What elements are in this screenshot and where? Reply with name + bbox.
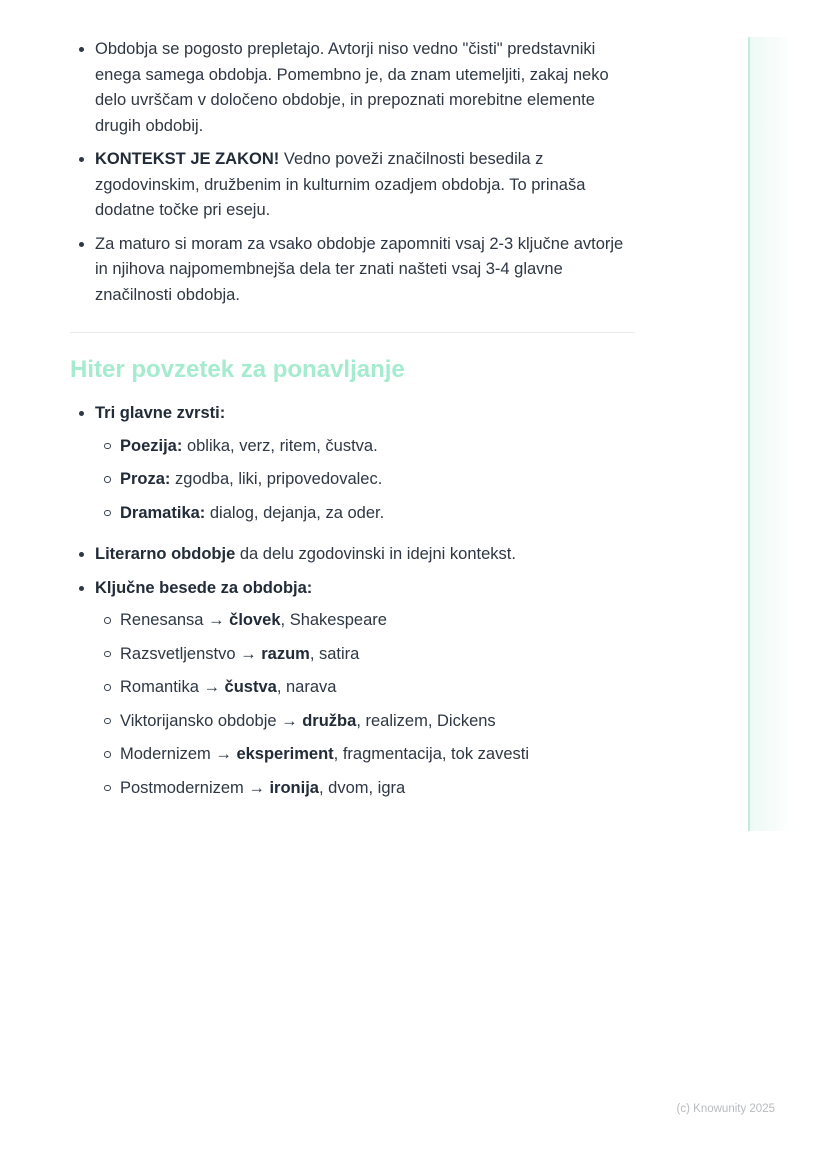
section-divider [70, 332, 635, 333]
list-item-text: Viktorijansko obdobje → družba, realizem, Dickens [120, 711, 496, 730]
notes-list [70, 37, 635, 308]
list-item [95, 608, 635, 634]
list-item-text: Obdobja se pogosto prepletajo. Avtorji niso vedno "čisti" predstavniki enega samega obdobja. Pomembno je, da znam utemeljiti, zakaj neko delo uvrščam v določeno obdobje, in prepoznati morebitne elemente drugih obdobij. [95, 40, 609, 135]
list-item-text: Tri glavne zvrsti: [95, 404, 226, 422]
circle-bullet-icon [104, 443, 111, 450]
list-item [95, 742, 635, 768]
disc-bullet-icon [79, 47, 84, 52]
list-item [95, 709, 635, 735]
list-item [95, 642, 635, 668]
list-item [95, 776, 635, 802]
list-item-text: Romantika → čustva, narava [120, 678, 337, 696]
circle-bullet-icon [104, 751, 111, 758]
circle-bullet-icon [104, 684, 111, 691]
list-item-text: Renesansa → človek, Shakespeare [120, 611, 387, 629]
list-item-text: Literarno obdobje da delu zgodovinski in idejni kontekst. [95, 545, 516, 563]
circle-bullet-icon [104, 617, 111, 624]
circle-bullet-icon [104, 476, 111, 483]
disc-bullet-icon [79, 242, 84, 247]
summary-list [70, 401, 635, 809]
sub-list [95, 608, 635, 801]
list-item-text: Dramatika: dialog, dejanja, za oder. [120, 503, 385, 522]
circle-bullet-icon [104, 718, 111, 725]
disc-bullet-icon [79, 157, 84, 162]
circle-bullet-icon [104, 785, 111, 792]
list-item [95, 434, 635, 460]
list-item [70, 147, 635, 224]
disc-bullet-icon [79, 552, 84, 557]
list-item-text: KONTEKST JE ZAKON! Vedno poveži značilnosti besedila z zgodovinskim, družbenim in kulturnim ozadjem obdobja. To prinaša dodatne točke pri eseju. [95, 150, 586, 219]
footer-copyright: (c) Knowunity 2025 [676, 1103, 775, 1115]
list-item-text: Proza: zgodba, liki, pripovedovalec. [120, 470, 383, 488]
sub-list [95, 434, 635, 527]
section-heading: Hiter povzetek za ponavljanje [70, 356, 405, 383]
list-item [95, 501, 635, 527]
circle-bullet-icon [104, 510, 111, 517]
list-item-text: Ključne besede za obdobja: [95, 578, 313, 597]
list-item [95, 467, 635, 493]
list-item [95, 675, 635, 701]
list-item [70, 576, 635, 810]
disc-bullet-icon [79, 411, 84, 416]
accent-strip-fill [750, 37, 792, 831]
list-item-text: Razsvetljenstvo → razum, satira [120, 644, 360, 663]
list-item [70, 542, 635, 568]
list-item-text: Postmodernizem → ironija, dvom, igra [120, 778, 406, 797]
list-item-text: Za maturo si moram za vsako obdobje zapomniti vsaj 2-3 ključne avtorje in njihova najpomembnejša dela ter znati našteti vsaj 3-4 glavne značilnosti obdobja. [95, 234, 624, 304]
list-item-text: Poezija: oblika, verz, ritem, čustva. [120, 436, 378, 455]
list-item [70, 232, 635, 309]
circle-bullet-icon [104, 651, 111, 658]
page-content [70, 37, 635, 809]
list-item-text: Modernizem → eksperiment, fragmentacija, tok zavesti [120, 745, 530, 763]
list-item [70, 401, 635, 534]
disc-bullet-icon [79, 586, 84, 591]
list-item [70, 37, 635, 139]
